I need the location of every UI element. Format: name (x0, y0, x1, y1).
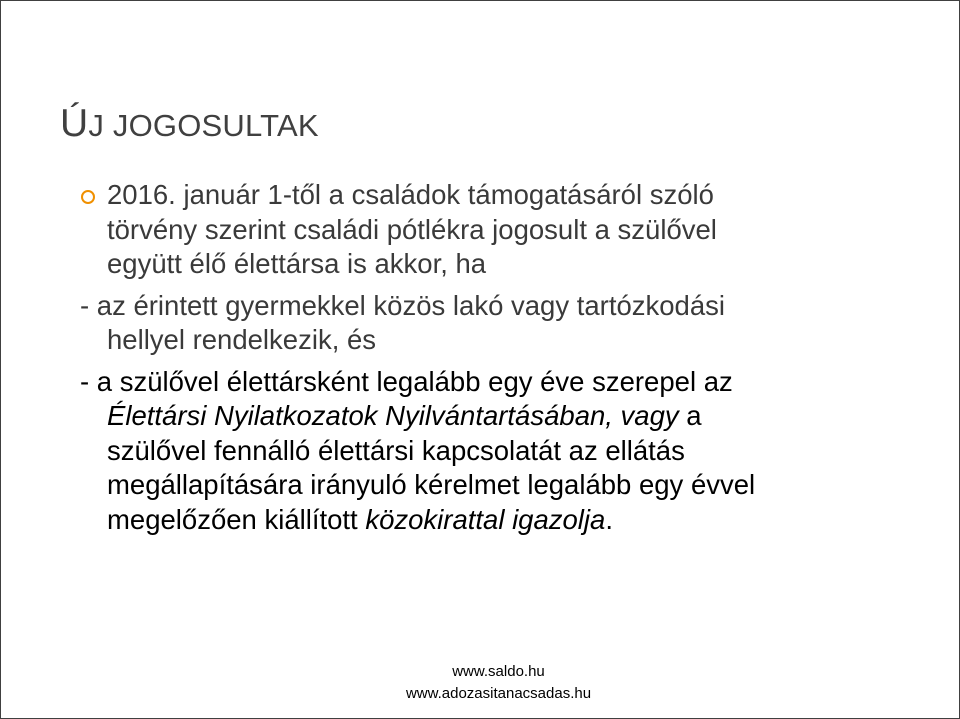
condition-line (80, 399, 907, 434)
registry-name: Élettársi Nyilatkozatok Nyilvántartásában, vagy (107, 400, 679, 431)
bullet-paragraph (107, 178, 907, 282)
slide-title (60, 102, 319, 146)
condition-line: megállapítására irányuló kérelmet legalább egy évvel (107, 469, 756, 500)
bullet-line: törvény szerint családi pótlékra jogosult a szülővel (107, 213, 717, 245)
document-phrase: közokirattal igazolja (365, 503, 606, 535)
circle-bullet-icon (81, 190, 95, 204)
condition-line: - a szülővel élettársként legalább egy éve szerepel az (80, 365, 733, 397)
condition-text: a (678, 400, 702, 431)
condition-line: hellyel rendelkezik, és (107, 324, 377, 355)
condition-line (80, 503, 907, 538)
title-rest: J JOGOSULTAK (88, 108, 319, 143)
bullet-line: 2016. január 1-től a családok támogatásáról szóló (107, 179, 714, 210)
condition-text: megelőzően kiállított (107, 503, 366, 535)
sentence-end: . (605, 503, 613, 535)
condition-item-1 (80, 289, 907, 358)
bullet-line: együtt élő élettársa is akkor, ha (107, 248, 487, 279)
footer (381, 661, 616, 705)
condition-line: szülővel fennálló élettársi kapcsolatát az ellátás (107, 434, 685, 466)
condition-line: - az érintett gyermekkel közös lakó vagy tartózkodási (80, 289, 726, 321)
condition-item-2 (80, 365, 907, 538)
title-initial: Ú (60, 102, 89, 145)
footer-link-adozasi[interactable]: www.adozasitanacsadas.hu (405, 685, 592, 702)
footer-link-saldo[interactable]: www.saldo.hu (452, 663, 545, 680)
slide-body (80, 178, 907, 537)
